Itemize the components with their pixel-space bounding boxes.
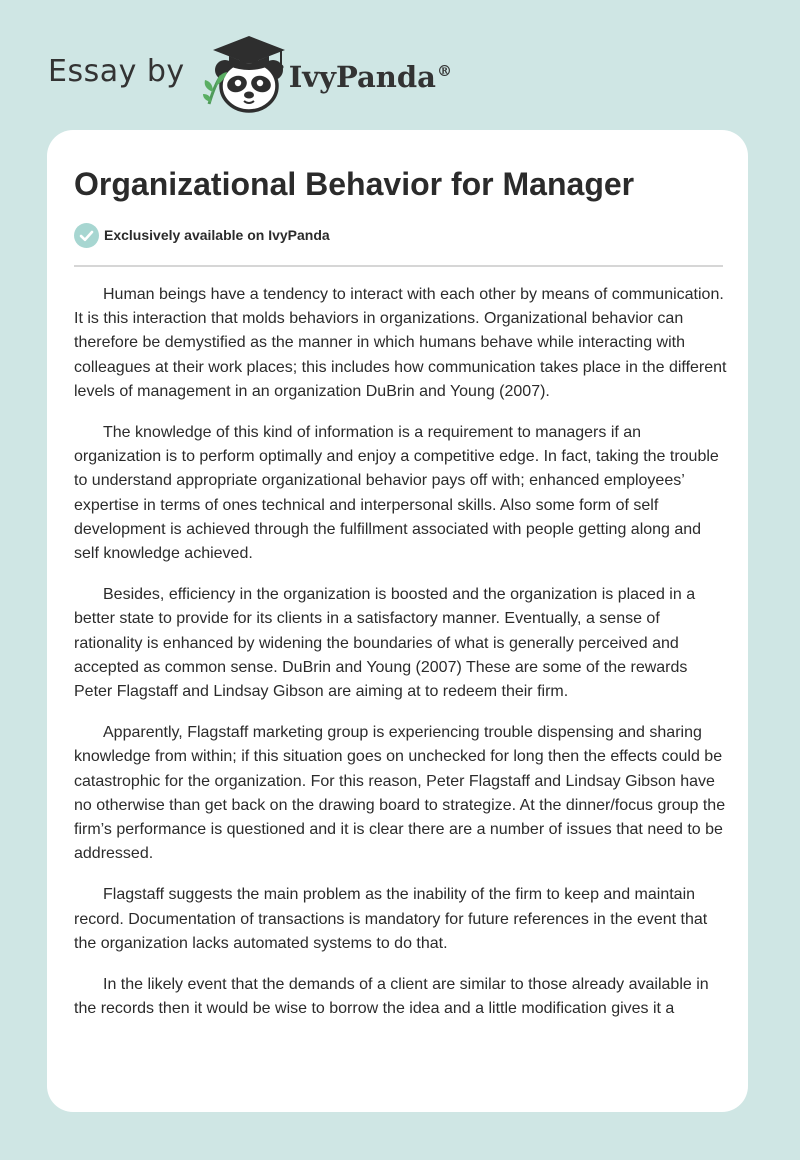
brand-name-text: IvyPanda (288, 60, 436, 94)
page-title: Organizational Behavior for Manager (74, 166, 635, 202)
essay-card (47, 130, 748, 1112)
site-brand[interactable] (48, 28, 452, 118)
panda-logo-icon (201, 28, 297, 118)
registered-mark: ® (436, 62, 452, 81)
brand-name (289, 60, 452, 94)
exclusive-badge (74, 222, 723, 248)
brand-prefix: Essay by (48, 53, 185, 89)
paragraph: Flagstaff suggests the main problem as the inability of the firm to keep and maintain record. Documentation of transactions is mandatory for future references in the event that the organization lacks automated systems to do that. (74, 886, 708, 952)
exclusive-label: Exclusively available on IvyPanda (104, 227, 330, 243)
paragraph: Apparently, Flagstaff marketing group is experiencing trouble dispensing and sharing knowledge from within; if this situation goes on unchecked for long then the effects could be catastrophic for the organization. For this reason, Peter Flagstaff and Lindsay Gibson have no otherwise than get back on the drawing board to strategize. At the dinner/focus group the firm’s performance is questioned and it is clear there are a number of issues that need to be addressed. (74, 724, 726, 863)
title-divider (74, 265, 723, 267)
check-circle-icon (74, 223, 99, 248)
paragraph: Human beings have a tendency to interact with each other by means of communication. It is this interaction that molds behaviors in organizations. Organizational behavior can therefore be demystified as the manner in which humans behave while interacting with colleagues at their work places; this includes how communication takes place in the different levels of management in an organization DuBrin and Young (2007). (74, 286, 727, 400)
paragraph: Besides, efficiency in the organization is boosted and the organization is placed in a better state to provide for its clients in a satisfactory manner. Eventually, a sense of rationality is enhanced by widening the boundaries of what is generally perceived and accepted as common sense. DuBrin and Young (2007) These are some of the rewards Peter Flagstaff and Lindsay Gibson are aiming at to redeem their firm. (74, 586, 696, 701)
paragraph: In the likely event that the demands of a client are similar to those already available in the records then it would be wise to borrow the idea and a little modification gives it a (74, 976, 709, 1018)
essay-body (74, 283, 727, 1021)
paragraph: The knowledge of this kind of information is a requirement to managers if an organization is to perform optimally and enjoy a competitive edge. In fact, taking the trouble to understand appropriate organizational behavior pays off with; enhanced employees’ expertise in terms of ones technical and interpersonal skills. Also some form of self development is achieved through the fulfillment associated with people getting along and self knowledge achieved. (74, 424, 719, 563)
